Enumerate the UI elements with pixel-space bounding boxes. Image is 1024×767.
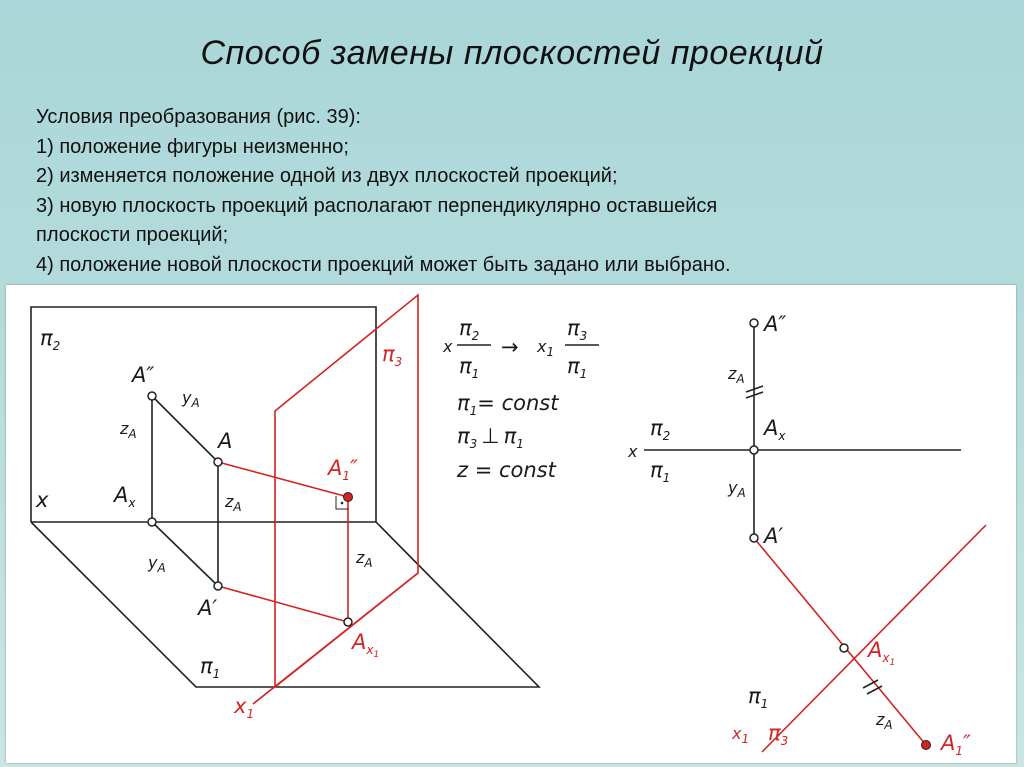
label-za-red: $z_A$ — [356, 548, 373, 570]
point-a1 — [214, 582, 222, 590]
plane-pi2-outline — [31, 307, 376, 522]
point-a1new — [344, 493, 353, 502]
label-a2: A″ — [132, 363, 155, 387]
figure-39 — [6, 285, 1016, 763]
point-a2 — [148, 392, 156, 400]
label-ya-top: $y_A$ — [182, 388, 200, 410]
condition-4: 4) положение новой плоскости проекций может быть задано или выбрано. — [36, 253, 731, 276]
point-ax1 — [344, 618, 352, 626]
epure-link-red — [754, 538, 926, 745]
condition-intro: Условия преобразования (рис. 39): — [36, 106, 361, 128]
formula-pi1: $\pi_1$ — [459, 354, 480, 381]
formula-pi1-b: $\pi_1$ — [567, 354, 588, 381]
projection-diagram — [6, 285, 1016, 763]
epure-label-pi1-b: $\pi_1$ — [748, 684, 769, 711]
epure-label-za-2: $z_A$ — [876, 710, 893, 732]
label-pi1: $\pi_1$ — [200, 654, 221, 681]
page-title: Способ замены плоскостей проекций — [200, 34, 824, 72]
label-ya-bottom: $y_A$ — [148, 553, 166, 575]
condition-3-continued: плоскости проекций; — [36, 224, 229, 246]
label-a: A — [218, 429, 233, 453]
label-x1: $x_1$ — [234, 694, 255, 721]
plane-pi3-outline — [275, 295, 418, 687]
epure-label-a2: A″ — [764, 312, 787, 336]
epure-point-a1 — [750, 534, 758, 542]
formula-z-const: z = const — [457, 458, 556, 482]
label-ax1: $A_x1$ — [352, 630, 380, 660]
epure-point-ax1 — [840, 644, 848, 652]
epure-label-pi3: $\pi_3$ — [768, 721, 789, 748]
label-a1: A′ — [198, 596, 218, 620]
label-pi2: $\pi_2$ — [40, 326, 61, 353]
formula-pi3: $\pi_3$ — [567, 316, 588, 343]
point-a — [214, 458, 222, 466]
epure-label-ax1: $A_x1$ — [868, 638, 896, 668]
formula-block — [442, 316, 599, 482]
epure-label-a1new: $A_1''$ — [941, 731, 971, 758]
condition-1: 1) положение фигуры неизменно; — [36, 135, 349, 158]
epure-point-ax — [750, 446, 758, 454]
condition-2: 2) изменяется положение одной из двух плоскостей проекций; — [36, 165, 618, 187]
line-a1-ax1 — [218, 586, 348, 622]
epure-label-ya: $y_A$ — [728, 478, 746, 500]
label-pi3: $\pi_3$ — [382, 342, 403, 369]
right-angle-dot — [341, 502, 344, 505]
point-ax — [148, 518, 156, 526]
label-za-mid: $z_A$ — [225, 492, 242, 514]
formula-x1: $x_1$ — [537, 337, 555, 359]
conditions-list — [36, 103, 996, 280]
epure-label-ax: $A_x$ — [764, 416, 786, 443]
epure-label-pi1: $\pi_1$ — [650, 458, 671, 485]
epure-label-x1: $x_1$ — [732, 724, 750, 746]
epure — [627, 312, 986, 758]
epure-label-x: x — [628, 442, 638, 461]
epure-label-za: $z_A$ — [728, 364, 745, 386]
epure-point-a1new — [922, 741, 931, 750]
label-a1new: $A_1''$ — [328, 456, 358, 483]
formula-pi2: $\pi_2$ — [459, 316, 480, 343]
formula-pi1-const: $\pi_1=$ const — [457, 391, 559, 418]
epure-label-a1: A′ — [764, 524, 784, 548]
formula-arrow: → — [501, 335, 519, 359]
epure-label-pi2: $\pi_2$ — [650, 416, 671, 443]
epure-point-a2 — [750, 319, 758, 327]
line-ax-a1 — [152, 522, 218, 586]
label-x: x — [36, 488, 49, 512]
label-ax: $A_x$ — [114, 483, 136, 510]
formula-x: x — [443, 337, 453, 356]
formula-perp: $\pi_3$ ⊥ $\pi_1$ — [457, 424, 524, 451]
x1-axis-line — [253, 573, 418, 704]
label-za-left: $z_A$ — [120, 419, 137, 441]
condition-3: 3) новую плоскость проекций располагают перпендикулярно оставшейся — [36, 194, 718, 217]
